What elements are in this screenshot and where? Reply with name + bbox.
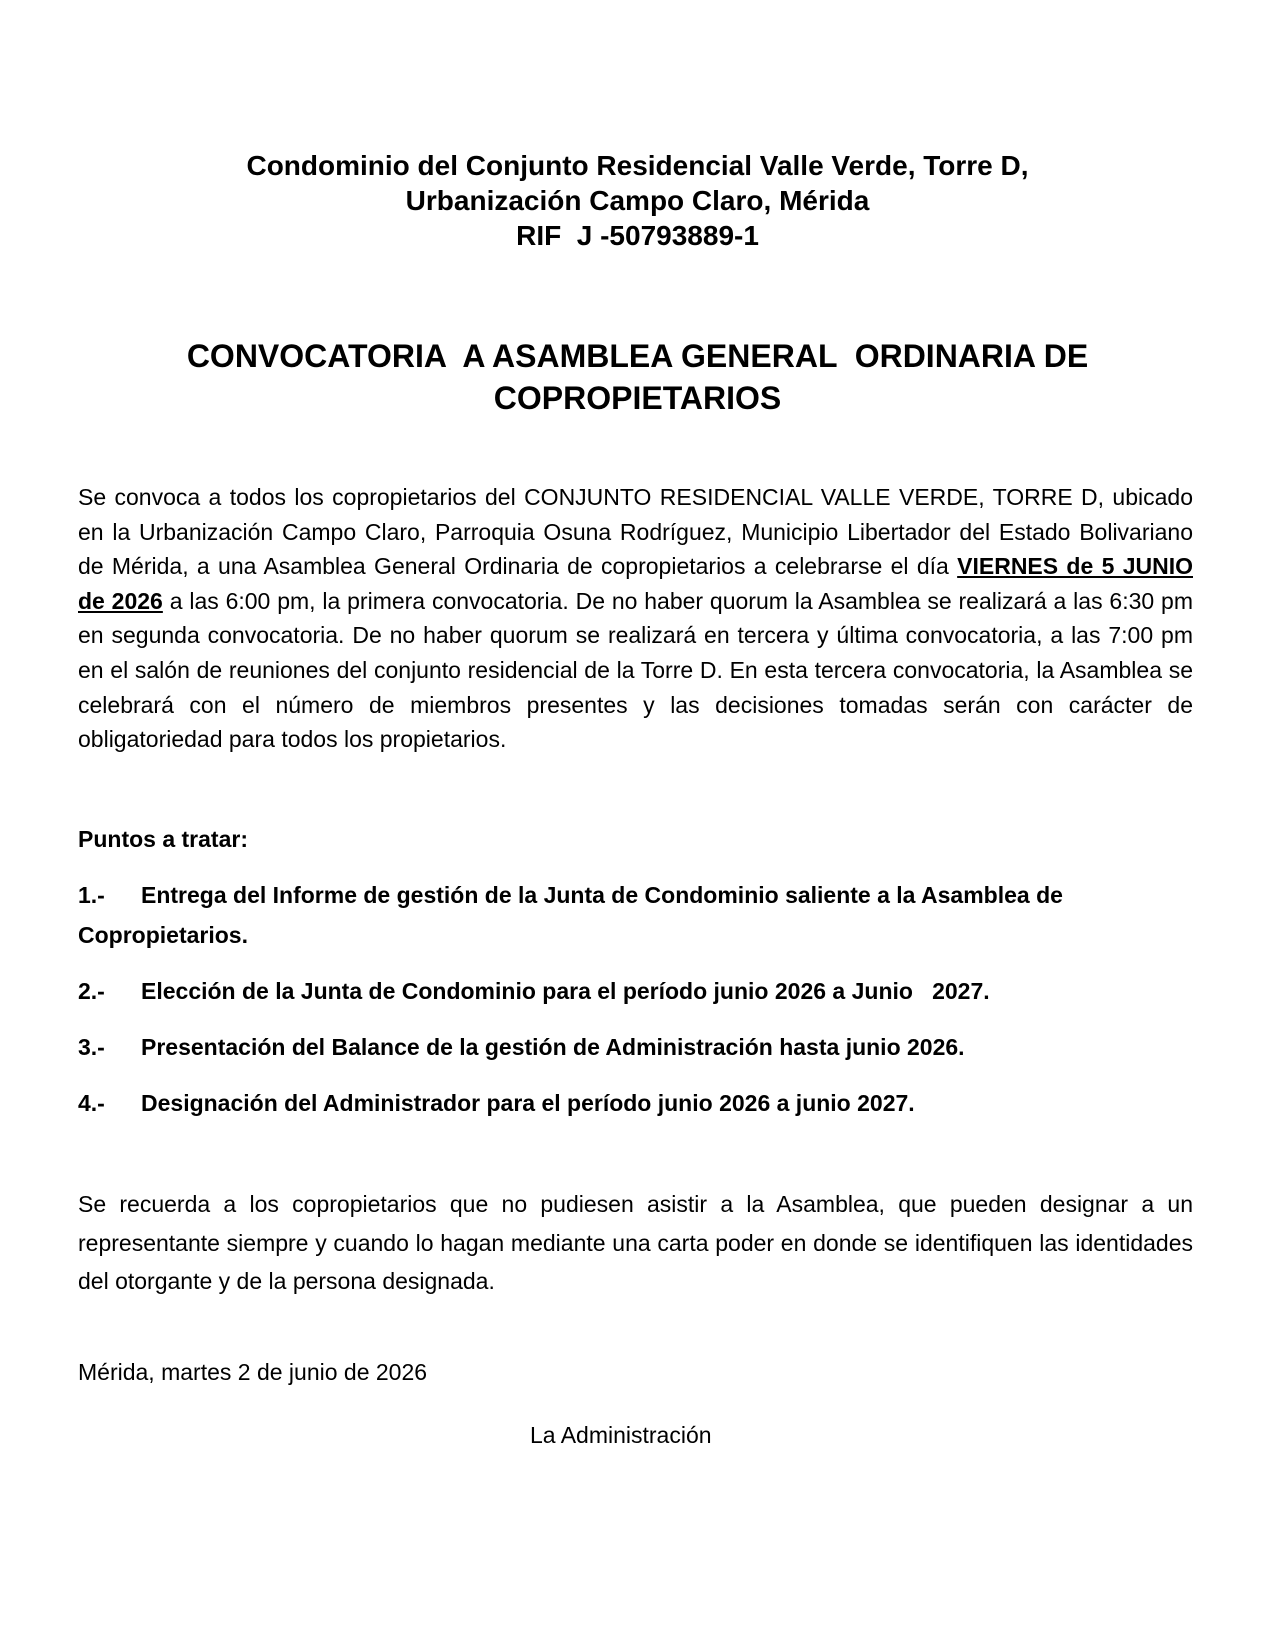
topics-heading: Puntos a tratar: bbox=[78, 826, 248, 852]
header-rif: RIF J -50793889-1 bbox=[516, 220, 759, 251]
topic-text: Presentación del Balance de la gestión de Administración hasta junio 2026. bbox=[141, 1034, 965, 1060]
signature: La Administración bbox=[530, 1422, 712, 1448]
place-and-date: Mérida, martes 2 de junio de 2026 bbox=[78, 1359, 428, 1385]
title-line-1: CONVOCATORIA A ASAMBLEA GENERAL ORDINARIA DE bbox=[186, 338, 1089, 374]
title-line-2: COPROPIETARIOS bbox=[493, 380, 782, 416]
header-line-1: Condominio del Conjunto Residencial Valle Verde, Torre D, bbox=[246, 150, 1029, 181]
topic-item bbox=[78, 1083, 1193, 1123]
proxy-reminder-paragraph: Se recuerda a los copropietarios que no pudiesen asistir a la Asamblea, que pueden designar a un representante siempre y cuando lo hagan mediante una carta poder en donde se identifiquen las identidades del otorgante y de la persona designada. bbox=[78, 1191, 1193, 1294]
topic-item bbox=[78, 971, 1193, 1011]
topic-item bbox=[78, 875, 1193, 955]
condominium-header bbox=[0, 148, 1275, 253]
topic-text: Designación del Administrador para el período junio 2026 a junio 2027. bbox=[141, 1090, 915, 1116]
topic-text: Elección de la Junta de Condominio para el período junio 2026 a Junio 2027. bbox=[141, 978, 990, 1004]
topic-number: 3.- bbox=[78, 1034, 105, 1060]
convocation-text-end: a las 6:00 pm, la primera convocatoria. De no haber quorum la Asamblea se realizará a las 6:30 pm en segunda convocatoria. De no haber quorum se realizará en tercera y última convocatoria, a las 7:00 pm en el salón de reuniones del conjunto residencial de la Torre D. En esta tercera convocatoria, la Asamblea se celebrará con el número de miembros presentes y las decisiones tomadas serán con carácter de obligatoriedad para todos los propietarios. bbox=[78, 587, 1193, 753]
document-title bbox=[0, 335, 1275, 419]
header-line-2: Urbanización Campo Claro, Mérida bbox=[405, 185, 870, 216]
topic-number: 1.- bbox=[78, 882, 105, 908]
convocation-paragraph bbox=[78, 480, 1193, 757]
topic-item bbox=[78, 1027, 1193, 1067]
assembly-date: VIERNES de 5 JUNIO de 2026 bbox=[78, 553, 1193, 614]
topic-number: 2.- bbox=[78, 978, 105, 1004]
topic-text: Entrega del Informe de gestión de la Junta de Condominio saliente a la Asamblea de Copropietarios. bbox=[78, 882, 1063, 948]
convocation-text-start: Se convoca a todos los copropietarios del CONJUNTO RESIDENCIAL VALLE VERDE, TORRE D, ubicado en la Urbanización Campo Claro, Parroquia Osuna Rodríguez, Municipio Libertador del Estado Bolivariano de Mérida, a una Asamblea General Ordinaria de copropietarios a celebrarse el día bbox=[78, 484, 1193, 580]
topics-list bbox=[78, 875, 1193, 1139]
topic-number: 4.- bbox=[78, 1090, 105, 1116]
